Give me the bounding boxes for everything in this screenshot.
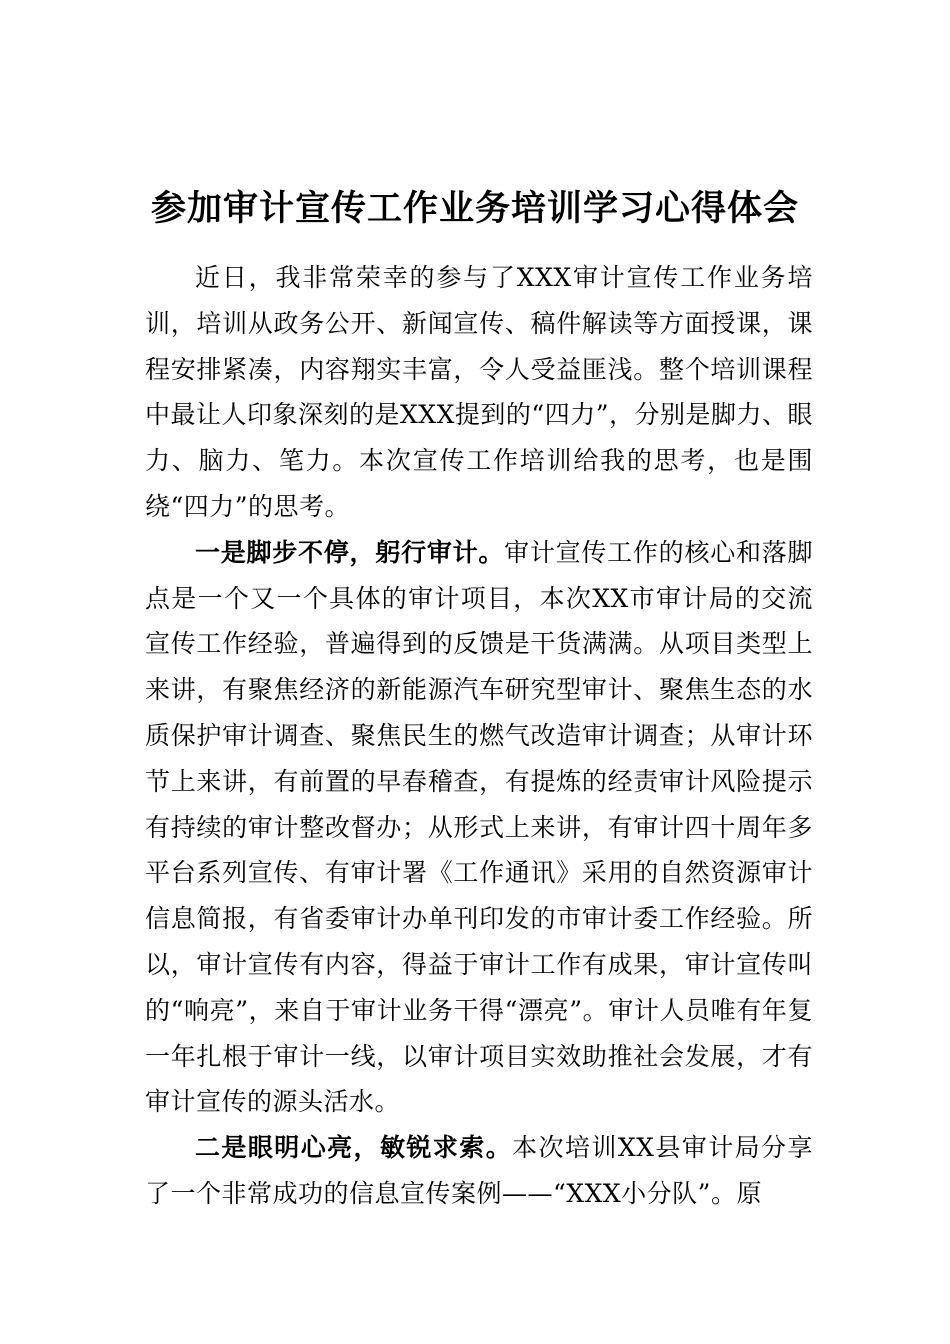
paragraph-point-two — [145, 1125, 813, 1217]
document-title: 参加审计宣传工作业务培训学习心得体会 — [150, 188, 799, 230]
paragraph-lead: 二是眼明心亮，敏锐求索。 — [195, 1133, 513, 1163]
document-body — [145, 255, 813, 1217]
paragraph-text: 审计宣传工作的核心和落脚点是一个又一个具体的审计项目，本次XX市审计局的交流宣传工作经验，普遍得到的反馈是干货满满。从项目类型上来讲，有聚焦经济的新能源汽车研究型审计、聚焦生态的水质保护审计调查、聚焦民生的燃气改造审计调查；从审计环节上来讲，有前置的早春稽查，有提炼的经责审计风险提示有持续的审计整改督办；从形式上来讲，有审计四十周年多平台系列宣传、有审计署《工作通讯》采用的自然资源审计信息简报，有省委审计办单刊印发的市审计委工作经验。所以，审计宣传有内容，得益于审计工作有成果，审计宣传叫的“响亮”，来自于审计业务干得“漂亮”。审计人员唯有年复一年扎根于审计一线，以审计项目实效助推社会发展，才有审计宣传的源头活水。 — [145, 537, 813, 1117]
paragraph-text: 本次培训XX县审计局分享了一个非常成功的信息宣传案例——“XXX小分队”。原 — [145, 1133, 813, 1208]
paragraph-point-one — [145, 530, 813, 1125]
paragraph-intro — [145, 255, 813, 530]
paragraph-text: 近日，我非常荣幸的参与了XXX审计宣传工作业务培训，培训从政务公开、新闻宣传、稿件解读等方面授课，课程安排紧凑，内容翔实丰富，令人受益匪浅。整个培训课程中最让人印象深刻的是XXX提到的“四力”，分别是脚力、眼力、脑力、笔力。本次宣传工作培训给我的思考，也是围绕“四力”的思考。 — [145, 263, 813, 521]
paragraph-lead: 一是脚步不停，躬行审计。 — [195, 537, 505, 567]
